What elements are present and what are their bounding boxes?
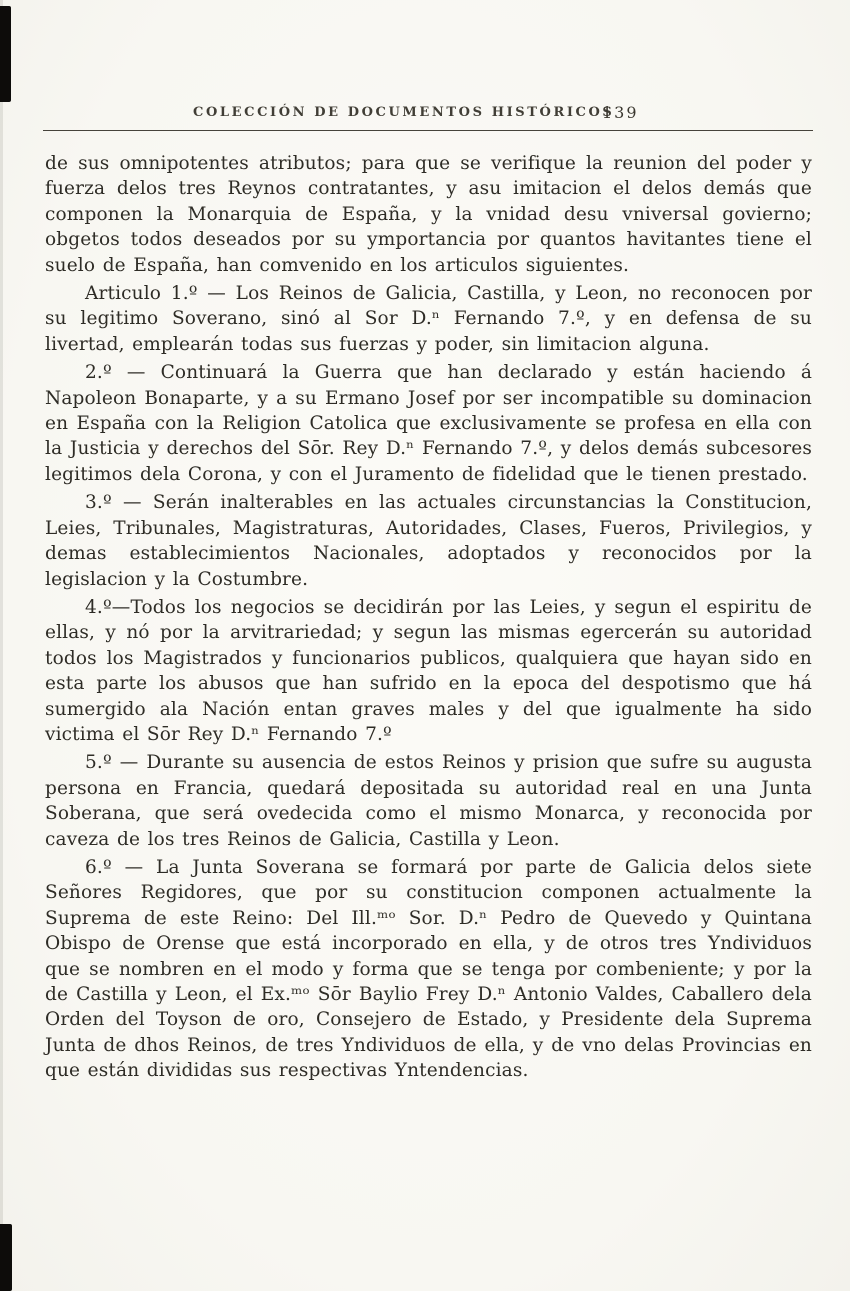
document-text (45, 151, 812, 1084)
paragraph: 6.º — La Junta Soverana se formará por parte de Galicia delos siete Señores Regidores, que por su constitucion componen actualmente la Suprema de este Reino: Del Ill.ᵐᵒ Sor. D.ⁿ Pedro de Quevedo y Quintana Obispo de Orense que está incorporado en ella, y de otros tres Yndividuos que se nombren en el modo y forma que se tenga por combeniente; y por la de Castilla y Leon, el Ex.ᵐᵒ Sōr Baylio Frey D.ⁿ Antonio Valdes, Caballero dela Orden del Toyson de oro, Consejero de Estado, y Presidente dela Suprema Junta de dhos Reinos, de tres Yndividuos de ella, y de vno delas Provincias en que están divididas sus respectivas Yntendencias. (45, 856, 812, 1082)
paragraph: 5.º — Durante su ausencia de estos Reinos y prision que sufre su augusta persona en Francia, quedará depositada su autoridad real en una Junta Soberana, que será ovedecida como el mismo Monarca, y reconocida por caveza de los tres Reinos de Galicia, Castilla y Leon. (45, 752, 812, 850)
page-header (45, 105, 812, 127)
scan-artifact-top-left (0, 6, 11, 102)
paragraph: 4.º—Todos los negocios se decidirán por las Leies, y segun el espiritu de ellas, y nó por la arvitrariedad; y segun las mismas egercerán su autoridad todos los Magistrados y funcionarios publicos, qualquiera que hayan sido en esta parte los abusos que han sufrido en la epoca del despotismo que há sumergido ala Nación entan graves males y del que igualmente ha sido victima el Sōr Rey D.ⁿ Fernando 7.º (45, 596, 812, 745)
scan-artifact-bottom-left (0, 1224, 12, 1291)
paragraph: 2.º — Continuará la Guerra que han declarado y están haciendo á Napoleon Bonaparte, y a su Ermano Josef por ser incompatible su dominacion en España con la Religion Catolica que exclusivamente se profesa en ella con la Justicia y derechos del Sōr. Rey D.ⁿ Fernando 7.º, y delos demás subcesores legitimos dela Corona, y con el Juramento de fidelidad que le tienen prestado. (45, 362, 812, 485)
header-title: COLECCIÓN DE DOCUMENTOS HISTÓRICOS (193, 105, 615, 120)
paragraph: Articulo 1.º — Los Reinos de Galicia, Castilla, y Leon, no reconocen por su legitimo Soverano, sinó al Sor D.ⁿ Fernando 7.º, y en defensa de su livertad, emplearán todas sus fuerzas y poder, sin limitacion alguna. (45, 283, 812, 355)
header-rule (43, 130, 813, 131)
scan-edge-shadow (0, 0, 3, 1291)
paragraph: de sus omnipotentes atributos; para que se verifique la reunion del poder y fuerza delos tres Reynos contratantes, y asu imitacion el delos demás que componen la Monarquia de España, y la vnidad desu vniversal govierno; obgetos todos deseados por su ymportancia por quantos havitantes tiene el suelo de España, han comvenido en los articulos siguientes. (45, 153, 812, 276)
paragraph: 3.º — Serán inalterables en las actuales circunstancias la Constitucion, Leies, Tribunales, Magistraturas, Autoridades, Clases, Fueros, Privilegios, y demas establecimientos Nacionales, adoptados y reconocidos por la legislacion y la Costumbre. (45, 492, 812, 590)
page-number: 139 (602, 103, 639, 122)
